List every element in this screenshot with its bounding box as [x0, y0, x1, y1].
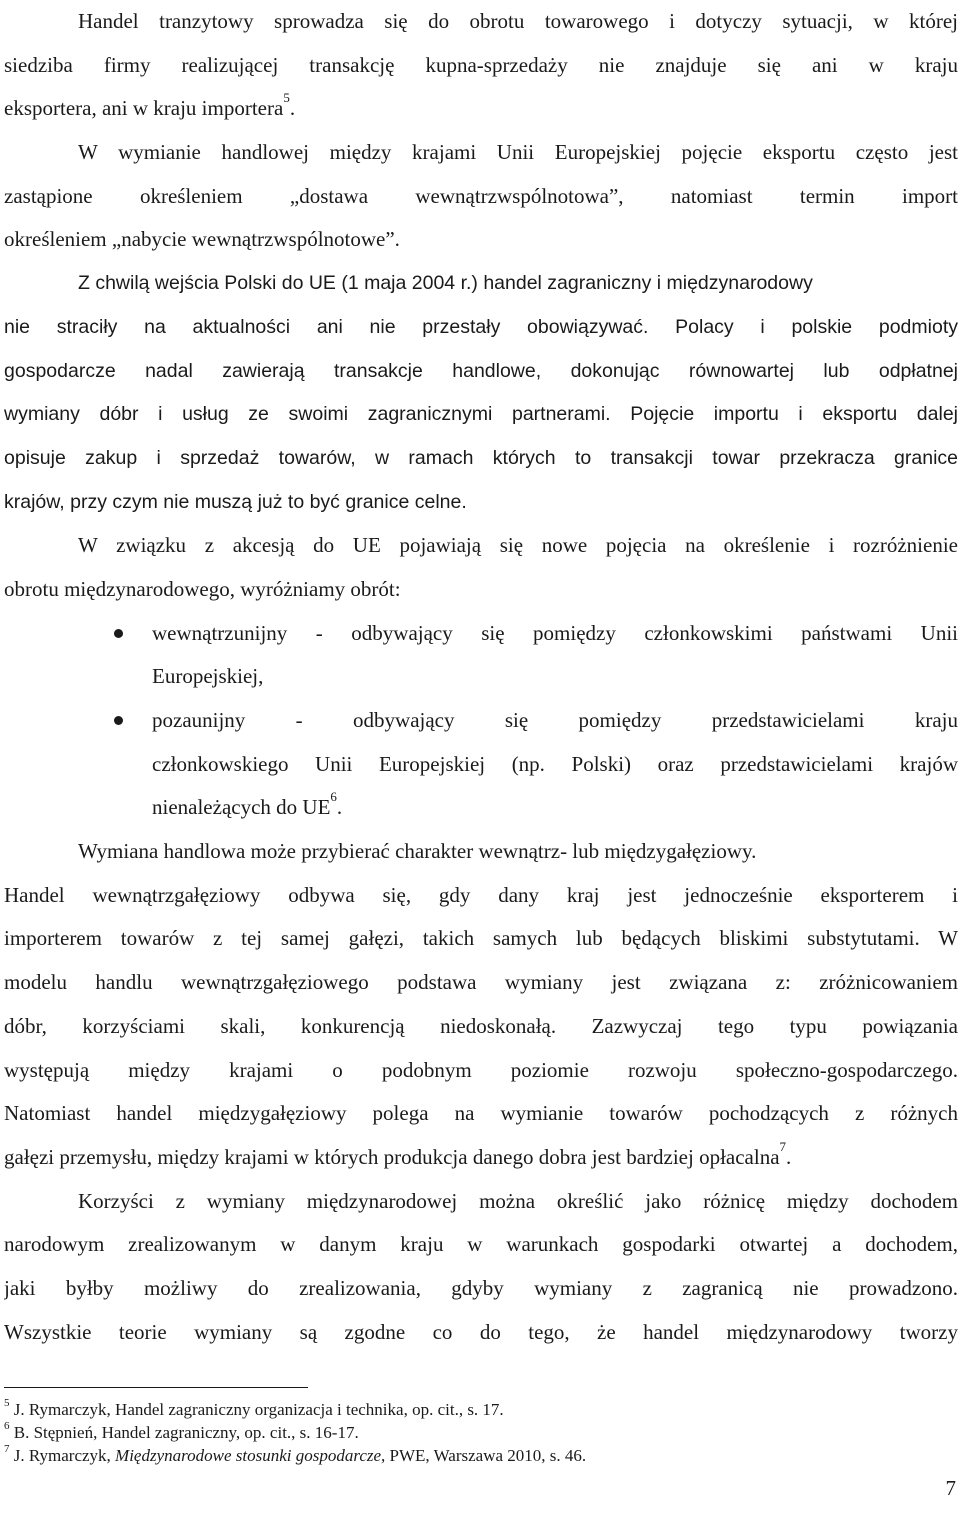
footnote: $^6$ B. Stępnień, Handel zagraniczny, op. cit., s. 16-17. — [4, 1420, 359, 1442]
text-line: zastąpione określeniem „dostawa wewnątrzwspólnotowa”, natomiast termin import — [4, 183, 958, 208]
footnotes — [4, 1398, 904, 1467]
text-line: obrotu międzynarodowego, wyróżniamy obrót: — [4, 576, 401, 601]
text-line: członkowskiego Unii Europejskiej (np. Polski) oraz przedstawicielami krajów — [152, 751, 958, 776]
text-line: określeniem „nabycie wewnątrzwspólnotowe”. — [4, 227, 400, 252]
text-line: Handel tranzytowy sprowadza się do obrotu towarowego i dotyczy sytuacji, w której — [78, 9, 958, 33]
paragraph — [4, 524, 958, 611]
text-line: jaki byłby możliwy do zrealizowania, gdyby wymiany z zagranicą nie prowadzono. — [4, 1275, 958, 1300]
text-line: siedziba firmy realizującej transakcję kupna-sprzedaży nie znajduje się ani w kraju — [4, 52, 958, 77]
text-line: modelu handlu wewnątrzgałęziowego podstawa wymiany jest związana z: zróżnicowaniem — [4, 970, 958, 995]
text-line: Wymiana handlowa może przybierać charakter wewnątrz- lub międzygałęziowy. — [78, 839, 757, 864]
list-item — [4, 612, 958, 699]
body-text — [4, 0, 958, 1354]
text-line: wymiany dóbr i usług ze swoimi zagranicznymi partnerami. Pojęcie importu i eksportu dalej — [4, 403, 958, 426]
list-item — [4, 699, 958, 830]
text-line: dóbr, korzyściami skali, konkurencją niedoskonałą. Zazwyczaj tego typu powiązania — [4, 1013, 958, 1038]
page-number: 7 — [945, 1476, 956, 1500]
text-line: importerem towarów z tej samej gałęzi, takich samych lub będących bliskimi substytutami. W — [4, 926, 958, 951]
text-line: nienależących do $UE^6$. — [152, 789, 343, 820]
paragraph — [4, 262, 958, 524]
text-line: występują między krajami o podobnym poziomie rozwoju społeczno-gospodarczego. — [4, 1057, 958, 1082]
text-line: nie straciły na aktualności ani nie przestały obowiązywać. Polacy i polskie podmioty — [4, 315, 958, 338]
bullet-list — [4, 612, 958, 830]
text-line: Handel wewnątrzgałęziowy odbywa się, gdy dany kraj jest jednocześnie eksporterem i — [4, 882, 958, 907]
text-line: wewnątrzunijny - odbywający się pomiędzy członkowskimi państwami Unii — [4, 612, 958, 656]
paragraph — [4, 830, 958, 1180]
text-line: opisuje zakup i sprzedaż towarów, w ramach których to transakcji towar przekracza granice — [4, 446, 958, 469]
text-line: gospodarcze nadal zawierają transakcje handlowe, dokonując równowartej lub odpłatnej — [4, 359, 958, 382]
bullet-icon — [114, 716, 123, 725]
footnote-ref: 5 — [283, 90, 290, 106]
footnote-ref: 6 — [330, 789, 337, 805]
paragraph — [4, 131, 958, 262]
text-line: Korzyści z wymiany międzynarodowej można określić jako różnicę między dochodem — [78, 1188, 958, 1213]
text-line: krajów, przy czym nie muszą już to być granice celne. — [4, 490, 467, 513]
text-line: gałęzi przemysłu, między krajami w których produkcja danego dobra jest bardziej opłacalna$^7$. — [4, 1138, 792, 1169]
text-line: W związku z akcesją do UE pojawiają się nowe pojęcia na określenie i rozróżnienie — [78, 533, 958, 558]
footnote-separator — [4, 1387, 308, 1388]
footnote: $^7$ J. Rymarczyk, Międzynarodowe stosunki gospodarcze, PWE, Warszawa 2010, s. 46. — [4, 1443, 587, 1465]
paragraph — [4, 1180, 958, 1355]
text-line: Europejskiej, — [152, 664, 264, 689]
text-line: Wszystkie teorie wymiany są zgodne co do tego, że handel międzynarodowy tworzy — [4, 1319, 958, 1344]
paragraph — [4, 0, 958, 131]
text-line: pozaunijny - odbywający się pomiędzy przedstawicielami kraju — [4, 699, 958, 743]
bullet-icon — [114, 629, 123, 638]
text-line: W wymianie handlowej między krajami Unii Europejskiej pojęcie eksportu często jest — [78, 140, 958, 165]
text-line: narodowym zrealizowanym w danym kraju w warunkach gospodarki otwartej a dochodem, — [4, 1232, 958, 1257]
text-line: Natomiast handel międzygałęziowy polega na wymianie towarów pochodzących z różnych — [4, 1101, 958, 1126]
text-line: eksportera, ani w kraju importera$^5$. — [4, 90, 296, 121]
footnote-ref: 7 — [779, 1138, 787, 1154]
text-line: Z chwilą wejścia Polski do UE (1 maja 2004 r.) handel zagraniczny i międzynarodowy — [78, 272, 813, 295]
footnote: $^5$ J. Rymarczyk, Handel zagraniczny organizacja i technika, op. cit., s. 17. — [4, 1397, 504, 1419]
